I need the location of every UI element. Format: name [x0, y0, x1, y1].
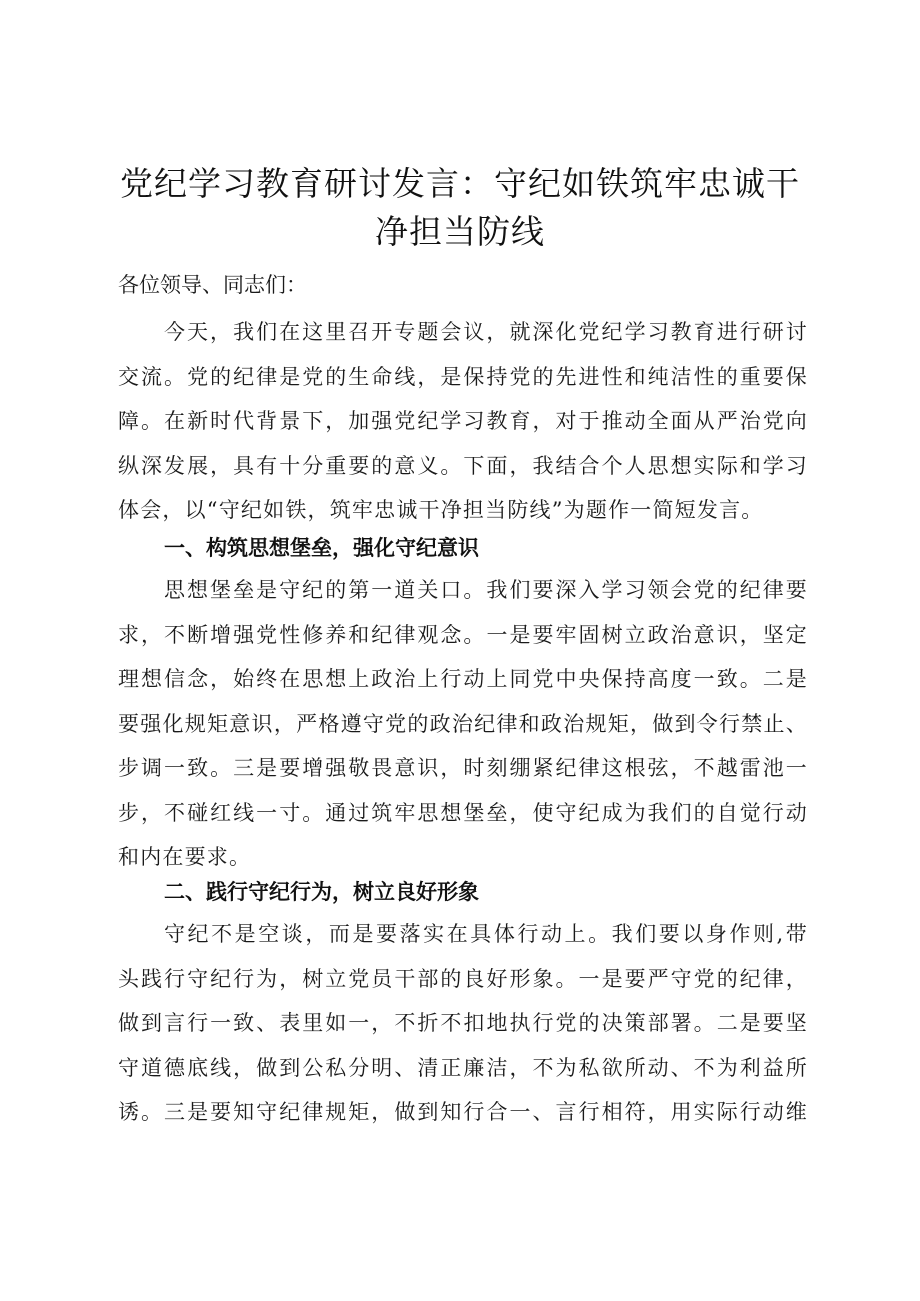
paragraph-line: 体会，以“守纪如铁，筑牢忠诚干净担当防线”为题作一简短发言。	[118, 498, 764, 522]
section-2-paragraph	[118, 912, 808, 1135]
document-title	[110, 160, 810, 256]
paragraph-line: 头践行守纪行为，树立党员干部的良好形象。一是要严守党的纪律，	[118, 966, 808, 991]
paragraph-line: 求，不断增强党性修养和纪律观念。一是要牢固树立政治意识，坚定	[118, 622, 808, 647]
paragraph-line: 诱。三是要知守纪律规矩，做到知行合一、言行相符，用实际行动维	[118, 1100, 808, 1124]
section-heading-2: 二、践行守纪行为，树立良好形象	[164, 880, 479, 904]
salutation: 各位领导、同志们：	[118, 273, 307, 297]
title-line: 党纪学习教育研讨发言：守纪如铁筑牢忠诚干	[120, 164, 800, 203]
paragraph-line: 交流。党的纪律是党的生命线，是保持党的先进性和纯洁性的重要保	[118, 364, 808, 389]
paragraph-line: 守道德底线，做到公私分明、清正廉洁，不为私欲所动、不为利益所	[118, 1055, 808, 1080]
paragraph-line: 步调一致。三是要增强敬畏意识，时刻绷紧纪律这根弦，不越雷池一	[118, 756, 808, 780]
paragraph-line: 今天，我们在这里召开专题会议，就深化党纪学习教育进行研讨	[164, 320, 808, 344]
section-heading-1: 一、构筑思想堡垒，强化守纪意识	[164, 536, 479, 560]
title-line: 净担当防线	[375, 212, 545, 251]
intro-paragraph	[118, 310, 808, 533]
paragraph-line: 和内在要求。	[118, 845, 252, 869]
paragraph-line: 纵深发展，具有十分重要的意义。下面，我结合个人思想实际和学习	[118, 453, 808, 478]
paragraph-line: 要强化规矩意识，严格遵守党的政治纪律和政治规矩，做到令行禁止、	[118, 711, 808, 736]
paragraph-line: 步，不碰红线一寸。通过筑牢思想堡垒，使守纪成为我们的自觉行动	[118, 800, 808, 825]
section-1-paragraph	[118, 568, 808, 880]
paragraph-line: 做到言行一致、表里如一，不折不扣地执行党的决策部署。二是要坚	[118, 1011, 808, 1035]
paragraph-line: 守纪不是空谈，而是要落实在具体行动上。我们要以身作则,带	[164, 922, 808, 946]
paragraph-line: 思想堡垒是守纪的第一道关口。我们要深入学习领会党的纪律要	[164, 578, 808, 602]
paragraph-line: 障。在新时代背景下，加强党纪学习教育，对于推动全面从严治党向	[118, 409, 808, 433]
paragraph-line: 理想信念，始终在思想上政治上行动上同党中央保持高度一致。二是	[118, 667, 808, 691]
